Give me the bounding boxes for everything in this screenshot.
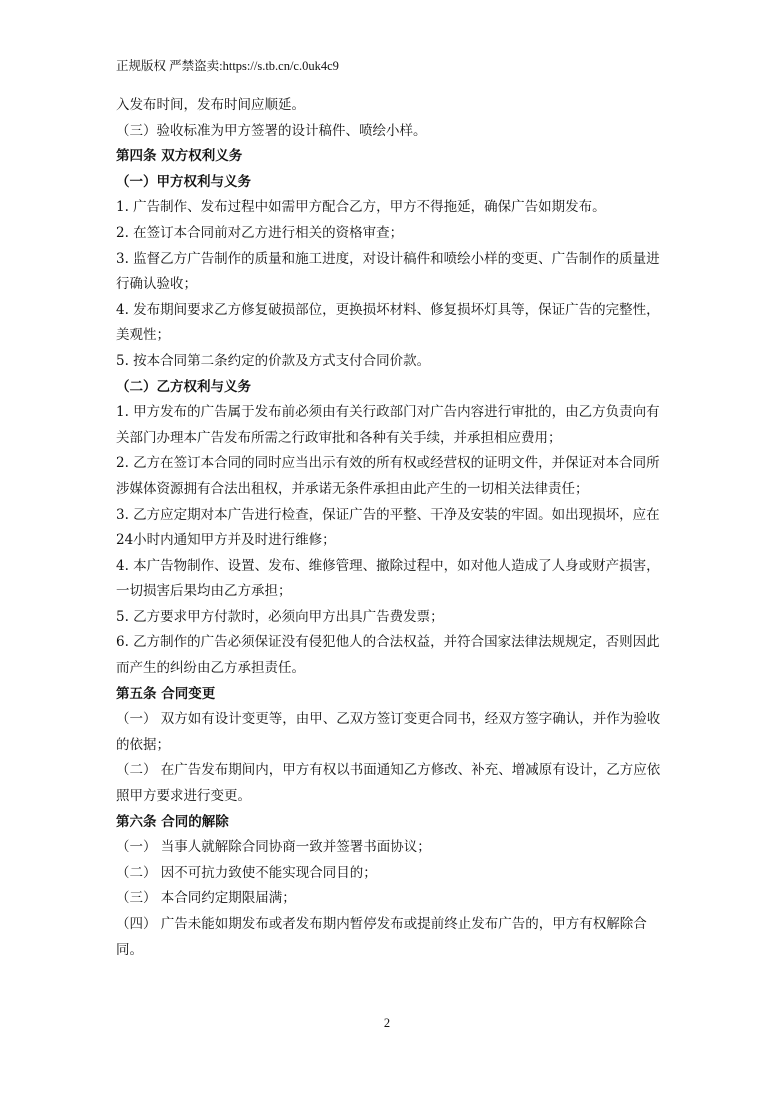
list-item: （一） 当事人就解除合同协商一致并签署书面协议； [116, 839, 431, 856]
page-number: 2 [383, 1016, 391, 1030]
list-item: 2. 乙方在签订本合同的同时应当出示有效的所有权或经营权的证明文件，并保证对本合同所涉媒体资源拥有合法出租权，并承诺无条件承担由此产生的一切相关法律责任； [116, 455, 660, 497]
list-item: 1. 甲方发布的广告属于发布前必须由有关行政部门对广告内容进行审批的，由乙方负责向有关部门办理本广告发布所需之行政审批和各种有关手续，并承担相应费用； [116, 404, 660, 446]
list-item: 1. 广告制作、发布过程中如需甲方配合乙方，甲方不得拖延，确保广告如期发布。 [116, 199, 606, 216]
list-item: 3. 乙方应定期对本广告进行检查，保证广告的平整、干净及安装的牢固。如出现损坏，应在24小时内通知甲方并及时进行维修； [116, 506, 660, 549]
paragraph: （三）验收标准为甲方签署的设计稿件、喷绘小样。 [116, 122, 427, 139]
list-item: （二） 在广告发布期间内，甲方有权以书面通知乙方修改、补充、增减原有设计，乙方应依照甲方要求进行变更。 [116, 762, 661, 805]
list-item: （二） 因不可抗力致使不能实现合同目的； [116, 864, 377, 881]
list-item: 4. 发布期间要求乙方修复破损部位，更换损坏材料、修复损坏灯具等，保证广告的完整性，美观性； [116, 301, 660, 344]
paragraph: 入发布时间，发布时间应顺延。 [116, 97, 305, 113]
list-item: （四） 广告未能如期发布或者发布期内暂停发布或提前终止发布广告的，甲方有权解除合同。 [116, 916, 647, 958]
copyright-header: 正规版权 严禁盗卖:https://s.tb.cn/c.0uk4c9 [116, 59, 339, 73]
list-item: 5. 按本合同第二条约定的价款及方式支付合同价款。 [116, 352, 431, 369]
article-heading: 第四条 双方权利义务 [116, 148, 243, 165]
list-item: 2. 在签订本合同前对乙方进行相关的资格审查； [116, 224, 404, 241]
article-heading: 第六条 合同的解除 [116, 813, 229, 830]
list-item: 4. 本广告物制作、设置、发布、维修管理、撤除过程中，如对他人造成了人身或财产损害，一切损害后果均由乙方承担； [116, 557, 660, 600]
list-item: 6. 乙方制作的广告必须保证没有侵犯他人的合法权益，并符合国家法律法规规定，否则因此而产生的纠纷由乙方承担责任。 [116, 634, 660, 677]
section-heading: （二）乙方权利与义务 [116, 378, 251, 395]
document-body [116, 93, 664, 963]
section-heading: （一）甲方权利与义务 [116, 173, 251, 190]
list-item: （一） 双方如有设计变更等，由甲、乙双方签订变更合同书，经双方签字确认，并作为验收的依据； [116, 711, 661, 753]
list-item: 3. 监督乙方广告制作的质量和施工进度，对设计稿件和喷绘小样的变更、广告制作的质量进行确认验收； [116, 250, 660, 293]
article-heading: 第五条 合同变更 [116, 685, 216, 702]
list-item: 5. 乙方要求甲方付款时，必须向甲方出具广告费发票； [116, 608, 444, 625]
list-item: （三） 本合同约定期限届满； [116, 890, 296, 907]
